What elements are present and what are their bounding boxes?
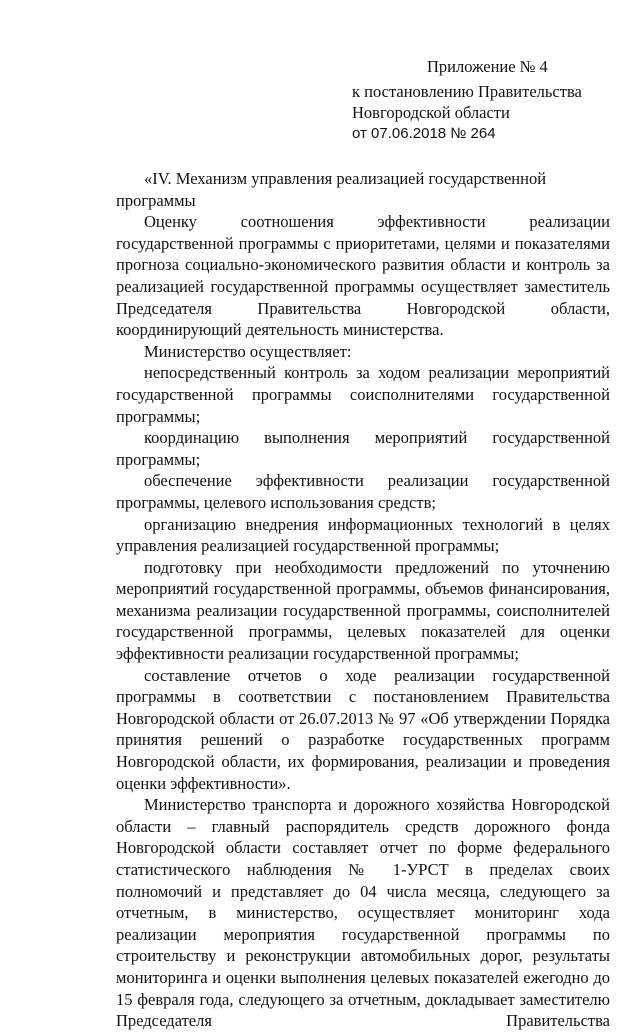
paragraph-transport-ministry: Министерство транспорта и дорожного хозяйства Новгородской области – главный распорядитель средств дорожного фонда Новгородской области составляет отчет по форме федерального статистического наблюдения № 1-УРСТ в пределах своих полномочий и представляет до 04 числа месяца, следующего за отчетным, в министерство, осуществляет мониторинг хода реализации мероприятия государственной программы по строительству и реконструкции автомобильных дорог, результаты мониторинга и оценки выполнения целевых показателей ежегодно до 15 февраля года, следующего за отчетным, докладывает заместителю Председателя Правительства: [116, 795, 610, 1031]
paragraph-control: непосредственный контроль за ходом реализации мероприятий государственной программы соисполнителями государственной программы;: [116, 363, 610, 426]
appendix-resolution-line: к постановлению Правительства: [352, 82, 582, 101]
paragraph-ministry-intro: Министерство осуществляет:: [144, 341, 352, 361]
appendix-title: Приложение № 4: [427, 57, 548, 76]
document-body: [116, 168, 610, 1032]
paragraph-proposals: подготовку при необходимости предложений по уточнению мероприятий государственной программы, объемов финансирования, механизма реализации государственной программы, соисполнителей государственной программы, целевых показателей для оценки эффективности реализации государственной программы;: [116, 557, 610, 664]
paragraph-evaluation: Оценку соотношения эффективности реализации государственной программы с приоритетами, целями и показателями прогноза социально-экономического развития области и контроль за реализацией государственной программы осуществляет заместитель Председателя Правительства Новгородской области, координирующий деятельность министерства.: [116, 212, 610, 340]
paragraph-efficiency: обеспечение эффективности реализации государственной программы, целевого использования средств;: [116, 471, 610, 512]
appendix-header: [352, 56, 622, 144]
paragraph-coordination: координацию выполнения мероприятий государственной программы;: [116, 428, 610, 469]
appendix-date-line: от 07.06.2018 № 264: [352, 125, 496, 142]
section-heading: «IV. Механизм управления реализацией государственной программы: [116, 169, 547, 210]
paragraph-reports: составление отчетов о ходе реализации государственной программы в соответствии с постановлением Правительства Новгородской области от 26.07.2013 № 97 «Об утверждении Порядка принятия решений о разработке государственных программ Новгородской области, их формирования, реализации и проведения оценки эффективности».: [116, 665, 610, 793]
paragraph-it-implementation: организацию внедрения информационных технологий в целях управления реализацией государственной программы;: [116, 514, 610, 556]
appendix-region-line: Новгородской области: [352, 103, 510, 122]
